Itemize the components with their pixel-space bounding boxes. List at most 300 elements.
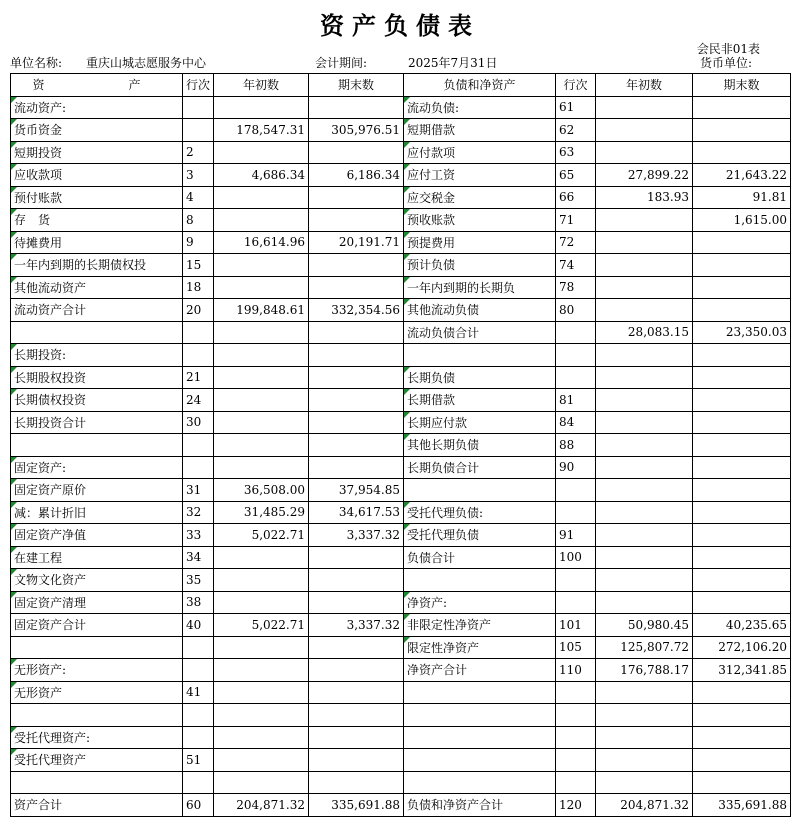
liability-closing-balance: 1,615.00 [693, 209, 791, 232]
liability-line-no: 91 [556, 524, 596, 547]
table-row [11, 321, 791, 344]
liability-line-no [556, 704, 596, 727]
liability-line-no: 72 [556, 231, 596, 254]
asset-line-no: 31 [183, 479, 214, 502]
liability-closing-balance [693, 344, 791, 367]
liability-item-label: 预提费用 [404, 231, 556, 254]
liability-opening-balance [596, 479, 693, 502]
asset-closing-balance: 3,337.32 [309, 524, 404, 547]
liability-closing-balance [693, 141, 791, 164]
liability-item-label: 其他流动负债 [404, 299, 556, 322]
asset-opening-balance: 199,848.61 [214, 299, 309, 322]
table-row [11, 164, 791, 187]
asset-opening-balance [214, 344, 309, 367]
asset-line-no: 8 [183, 209, 214, 232]
liability-item-label: 预计负债 [404, 254, 556, 277]
asset-opening-balance: 36,508.00 [214, 479, 309, 502]
asset-item-label: 受托代理资产: [11, 726, 183, 749]
asset-closing-balance: 6,186.34 [309, 164, 404, 187]
liability-closing-balance [693, 366, 791, 389]
liability-closing-balance [693, 501, 791, 524]
liability-line-no: 90 [556, 456, 596, 479]
liability-line-no: 71 [556, 209, 596, 232]
asset-item-label: 货币资金 [11, 119, 183, 142]
table-row [11, 659, 791, 682]
balance-sheet-table [10, 73, 791, 817]
table-row [11, 254, 791, 277]
liability-item-label: 长期负债 [404, 366, 556, 389]
table-row [11, 479, 791, 502]
asset-opening-balance [214, 186, 309, 209]
header-line-no: 行次 [556, 74, 596, 97]
table-row [11, 411, 791, 434]
asset-line-no: 60 [183, 794, 214, 817]
asset-opening-balance [214, 456, 309, 479]
table-row [11, 389, 791, 412]
asset-closing-balance [309, 456, 404, 479]
liability-item-label: 负债合计 [404, 546, 556, 569]
asset-closing-balance [309, 209, 404, 232]
table-row [11, 119, 791, 142]
liability-item-label: 长期应付款 [404, 411, 556, 434]
liability-opening-balance [596, 749, 693, 772]
asset-item-label: 固定资产原价 [11, 479, 183, 502]
liability-closing-balance: 335,691.88 [693, 794, 791, 817]
asset-closing-balance: 335,691.88 [309, 794, 404, 817]
liability-item-label [404, 569, 556, 592]
asset-closing-balance [309, 771, 404, 794]
liability-closing-balance [693, 479, 791, 502]
asset-item-label: 无形资产 [11, 681, 183, 704]
table-row [11, 209, 791, 232]
liability-closing-balance: 272,106.20 [693, 636, 791, 659]
asset-item-label: 应收款项 [11, 164, 183, 187]
asset-line-no [183, 726, 214, 749]
liability-opening-balance [596, 366, 693, 389]
liability-line-no: 62 [556, 119, 596, 142]
asset-item-label: 流动资产合计 [11, 299, 183, 322]
asset-item-label: 长期投资: [11, 344, 183, 367]
liability-closing-balance [693, 524, 791, 547]
asset-line-no: 2 [183, 141, 214, 164]
accounting-period-value: 2025年7月31日 [408, 56, 498, 70]
table-row [11, 456, 791, 479]
liability-line-no [556, 344, 596, 367]
asset-item-label [11, 771, 183, 794]
liability-item-label: 应付款项 [404, 141, 556, 164]
table-row [11, 524, 791, 547]
liability-closing-balance: 312,341.85 [693, 659, 791, 682]
currency-unit-label: 货币单位: [700, 56, 753, 70]
liability-closing-balance [693, 546, 791, 569]
liability-item-label: 受托代理负债: [404, 501, 556, 524]
asset-opening-balance: 5,022.71 [214, 614, 309, 637]
asset-item-label: 固定资产净值 [11, 524, 183, 547]
liability-opening-balance: 50,980.45 [596, 614, 693, 637]
asset-closing-balance [309, 254, 404, 277]
asset-line-no: 9 [183, 231, 214, 254]
asset-opening-balance [214, 726, 309, 749]
asset-line-no [183, 456, 214, 479]
asset-closing-balance [309, 659, 404, 682]
table-row [11, 434, 791, 457]
table-row [11, 771, 791, 794]
liability-item-label: 负债和净资产合计 [404, 794, 556, 817]
liability-line-no: 120 [556, 794, 596, 817]
liability-item-label: 应付工资 [404, 164, 556, 187]
liability-item-label: 一年内到期的长期负 [404, 276, 556, 299]
liability-item-label [404, 479, 556, 502]
header-line-no: 行次 [183, 74, 214, 97]
asset-opening-balance: 5,022.71 [214, 524, 309, 547]
asset-closing-balance [309, 569, 404, 592]
liability-closing-balance [693, 119, 791, 142]
asset-item-label: 存 货 [11, 209, 183, 232]
liability-line-no [556, 771, 596, 794]
asset-line-no: 32 [183, 501, 214, 524]
asset-closing-balance [309, 276, 404, 299]
asset-line-no: 15 [183, 254, 214, 277]
liability-opening-balance [596, 344, 693, 367]
asset-opening-balance: 178,547.31 [214, 119, 309, 142]
asset-item-label: 待摊费用 [11, 231, 183, 254]
asset-item-label: 长期股权投资 [11, 366, 183, 389]
asset-line-no: 3 [183, 164, 214, 187]
liability-opening-balance [596, 591, 693, 614]
table-row [11, 704, 791, 727]
asset-line-no [183, 704, 214, 727]
asset-line-no: 21 [183, 366, 214, 389]
liability-closing-balance [693, 276, 791, 299]
table-row [11, 366, 791, 389]
liability-closing-balance [693, 254, 791, 277]
liability-opening-balance [596, 141, 693, 164]
liability-item-label: 长期负债合计 [404, 456, 556, 479]
table-row [11, 591, 791, 614]
asset-item-label: 预付账款 [11, 186, 183, 209]
liability-item-label: 流动负债合计 [404, 321, 556, 344]
asset-closing-balance: 3,337.32 [309, 614, 404, 637]
liability-opening-balance [596, 771, 693, 794]
liability-item-label [404, 704, 556, 727]
asset-item-label: 固定资产清理 [11, 591, 183, 614]
asset-opening-balance [214, 96, 309, 119]
asset-opening-balance [214, 591, 309, 614]
asset-line-no: 4 [183, 186, 214, 209]
header-assets: 资 产 [11, 74, 183, 97]
liability-item-label [404, 344, 556, 367]
asset-opening-balance: 204,871.32 [214, 794, 309, 817]
table-row [11, 636, 791, 659]
liability-closing-balance [693, 96, 791, 119]
liability-item-label [404, 771, 556, 794]
asset-item-label: 其他流动资产 [11, 276, 183, 299]
asset-closing-balance [309, 434, 404, 457]
liability-opening-balance [596, 704, 693, 727]
asset-line-no: 51 [183, 749, 214, 772]
liability-opening-balance [596, 119, 693, 142]
table-row [11, 614, 791, 637]
liability-closing-balance: 21,643.22 [693, 164, 791, 187]
report-meta [10, 54, 790, 72]
table-row [11, 141, 791, 164]
liability-opening-balance [596, 681, 693, 704]
header-closing-balance: 期末数 [309, 74, 404, 97]
asset-item-label: 无形资产: [11, 659, 183, 682]
header-closing-balance: 期末数 [693, 74, 791, 97]
liability-closing-balance [693, 434, 791, 457]
liability-opening-balance: 204,871.32 [596, 794, 693, 817]
asset-closing-balance [309, 749, 404, 772]
table-row [11, 749, 791, 772]
asset-item-label: 长期投资合计 [11, 411, 183, 434]
asset-line-no: 18 [183, 276, 214, 299]
liability-line-no: 110 [556, 659, 596, 682]
liability-closing-balance [693, 681, 791, 704]
liability-line-no: 100 [556, 546, 596, 569]
liability-closing-balance [693, 389, 791, 412]
liability-item-label [404, 681, 556, 704]
liability-item-label: 受托代理负债 [404, 524, 556, 547]
table-row [11, 681, 791, 704]
table-row [11, 794, 791, 817]
asset-opening-balance [214, 636, 309, 659]
asset-closing-balance [309, 636, 404, 659]
table-row [11, 569, 791, 592]
asset-closing-balance [309, 321, 404, 344]
liability-line-no [556, 366, 596, 389]
table-row [11, 501, 791, 524]
asset-line-no [183, 119, 214, 142]
liability-opening-balance [596, 456, 693, 479]
liability-line-no: 84 [556, 411, 596, 434]
liability-opening-balance [596, 524, 693, 547]
liability-opening-balance: 27,899.22 [596, 164, 693, 187]
liability-closing-balance: 40,235.65 [693, 614, 791, 637]
asset-item-label: 固定资产: [11, 456, 183, 479]
accounting-period-label: 会计期间: [315, 56, 368, 70]
asset-opening-balance: 31,485.29 [214, 501, 309, 524]
asset-opening-balance [214, 681, 309, 704]
asset-line-no: 33 [183, 524, 214, 547]
liability-line-no: 88 [556, 434, 596, 457]
liability-line-no: 61 [556, 96, 596, 119]
liability-closing-balance: 91.81 [693, 186, 791, 209]
asset-closing-balance [309, 546, 404, 569]
asset-line-no: 35 [183, 569, 214, 592]
liability-opening-balance: 28,083.15 [596, 321, 693, 344]
asset-opening-balance [214, 569, 309, 592]
asset-closing-balance [309, 96, 404, 119]
liability-item-label: 净资产: [404, 591, 556, 614]
liability-opening-balance [596, 434, 693, 457]
asset-line-no: 41 [183, 681, 214, 704]
liability-opening-balance [596, 546, 693, 569]
liability-opening-balance [596, 254, 693, 277]
liability-opening-balance [596, 569, 693, 592]
asset-closing-balance [309, 681, 404, 704]
liability-opening-balance: 183.93 [596, 186, 693, 209]
asset-closing-balance [309, 344, 404, 367]
asset-line-no: 20 [183, 299, 214, 322]
liability-item-label [404, 726, 556, 749]
liability-opening-balance [596, 501, 693, 524]
unit-name-value: 重庆山城志愿服务中心 [86, 56, 207, 70]
asset-opening-balance [214, 411, 309, 434]
liability-closing-balance [693, 299, 791, 322]
asset-line-no [183, 321, 214, 344]
liability-line-no [556, 479, 596, 502]
liability-opening-balance [596, 726, 693, 749]
liability-item-label: 预收账款 [404, 209, 556, 232]
asset-line-no: 34 [183, 546, 214, 569]
asset-opening-balance [214, 254, 309, 277]
asset-opening-balance [214, 141, 309, 164]
asset-item-label: 在建工程 [11, 546, 183, 569]
asset-closing-balance: 332,354.56 [309, 299, 404, 322]
asset-line-no [183, 96, 214, 119]
asset-closing-balance [309, 366, 404, 389]
liability-line-no: 80 [556, 299, 596, 322]
asset-item-label: 一年内到期的长期债权投 [11, 254, 183, 277]
liability-closing-balance [693, 749, 791, 772]
liability-line-no [556, 501, 596, 524]
asset-item-label [11, 434, 183, 457]
asset-item-label: 长期债权投资 [11, 389, 183, 412]
liability-line-no [556, 681, 596, 704]
asset-line-no [183, 344, 214, 367]
asset-item-label [11, 321, 183, 344]
asset-closing-balance [309, 141, 404, 164]
liability-item-label: 流动负债: [404, 96, 556, 119]
asset-item-label: 流动资产: [11, 96, 183, 119]
asset-opening-balance: 4,686.34 [214, 164, 309, 187]
liability-closing-balance: 23,350.03 [693, 321, 791, 344]
liability-opening-balance [596, 231, 693, 254]
asset-line-no [183, 771, 214, 794]
asset-opening-balance [214, 276, 309, 299]
liability-closing-balance [693, 456, 791, 479]
asset-closing-balance: 37,954.85 [309, 479, 404, 502]
asset-line-no: 38 [183, 591, 214, 614]
liability-item-label: 其他长期负债 [404, 434, 556, 457]
asset-line-no [183, 659, 214, 682]
liability-line-no [556, 591, 596, 614]
liability-line-no: 81 [556, 389, 596, 412]
asset-item-label: 文物文化资产 [11, 569, 183, 592]
liability-opening-balance [596, 389, 693, 412]
liability-opening-balance [596, 276, 693, 299]
liability-item-label: 非限定性净资产 [404, 614, 556, 637]
liability-opening-balance [596, 299, 693, 322]
asset-closing-balance [309, 704, 404, 727]
table-row [11, 231, 791, 254]
liability-item-label: 长期借款 [404, 389, 556, 412]
asset-closing-balance [309, 726, 404, 749]
asset-item-label: 减：累计折旧 [11, 501, 183, 524]
asset-line-no [183, 434, 214, 457]
asset-closing-balance [309, 389, 404, 412]
liability-item-label: 限定性净资产 [404, 636, 556, 659]
asset-opening-balance [214, 546, 309, 569]
liability-item-label: 应交税金 [404, 186, 556, 209]
liability-line-no: 101 [556, 614, 596, 637]
liability-line-no: 63 [556, 141, 596, 164]
header-opening-balance: 年初数 [214, 74, 309, 97]
table-row [11, 726, 791, 749]
table-row [11, 546, 791, 569]
asset-line-no: 30 [183, 411, 214, 434]
liability-line-no: 65 [556, 164, 596, 187]
asset-item-label: 受托代理资产 [11, 749, 183, 772]
asset-item-label: 短期投资 [11, 141, 183, 164]
liability-line-no: 105 [556, 636, 596, 659]
liability-line-no: 78 [556, 276, 596, 299]
header-opening-balance: 年初数 [596, 74, 693, 97]
liability-closing-balance [693, 591, 791, 614]
table-row [11, 299, 791, 322]
asset-closing-balance [309, 411, 404, 434]
asset-closing-balance [309, 591, 404, 614]
liability-closing-balance [693, 726, 791, 749]
asset-item-label [11, 636, 183, 659]
liability-closing-balance [693, 411, 791, 434]
liability-opening-balance [596, 411, 693, 434]
asset-opening-balance: 16,614.96 [214, 231, 309, 254]
header-liabilities-net-assets: 负债和净资产 [404, 74, 556, 97]
asset-opening-balance [214, 321, 309, 344]
liability-item-label: 净资产合计 [404, 659, 556, 682]
report-title: 资产负债表 [320, 11, 480, 40]
liability-opening-balance [596, 209, 693, 232]
unit-name-label: 单位名称: [10, 56, 63, 70]
asset-opening-balance [214, 771, 309, 794]
liability-line-no: 66 [556, 186, 596, 209]
asset-line-no: 24 [183, 389, 214, 412]
asset-opening-balance [214, 209, 309, 232]
liability-line-no [556, 749, 596, 772]
asset-line-no [183, 636, 214, 659]
liability-closing-balance [693, 771, 791, 794]
liability-closing-balance [693, 569, 791, 592]
balance-sheet-body [11, 96, 791, 816]
liability-line-no [556, 569, 596, 592]
table-row [11, 276, 791, 299]
liability-item-label: 短期借款 [404, 119, 556, 142]
asset-closing-balance: 305,976.51 [309, 119, 404, 142]
liability-opening-balance [596, 96, 693, 119]
liability-closing-balance [693, 704, 791, 727]
asset-item-label [11, 704, 183, 727]
liability-item-label [404, 749, 556, 772]
asset-opening-balance [214, 434, 309, 457]
asset-opening-balance [214, 659, 309, 682]
header-row [11, 74, 791, 97]
asset-closing-balance [309, 186, 404, 209]
liability-opening-balance: 176,788.17 [596, 659, 693, 682]
table-row [11, 186, 791, 209]
asset-opening-balance [214, 749, 309, 772]
form-number: 会民非01表 [696, 42, 760, 56]
liability-line-no: 74 [556, 254, 596, 277]
liability-line-no [556, 726, 596, 749]
asset-opening-balance [214, 704, 309, 727]
liability-closing-balance [693, 231, 791, 254]
liability-opening-balance: 125,807.72 [596, 636, 693, 659]
asset-opening-balance [214, 389, 309, 412]
table-row [11, 344, 791, 367]
asset-closing-balance: 34,617.53 [309, 501, 404, 524]
